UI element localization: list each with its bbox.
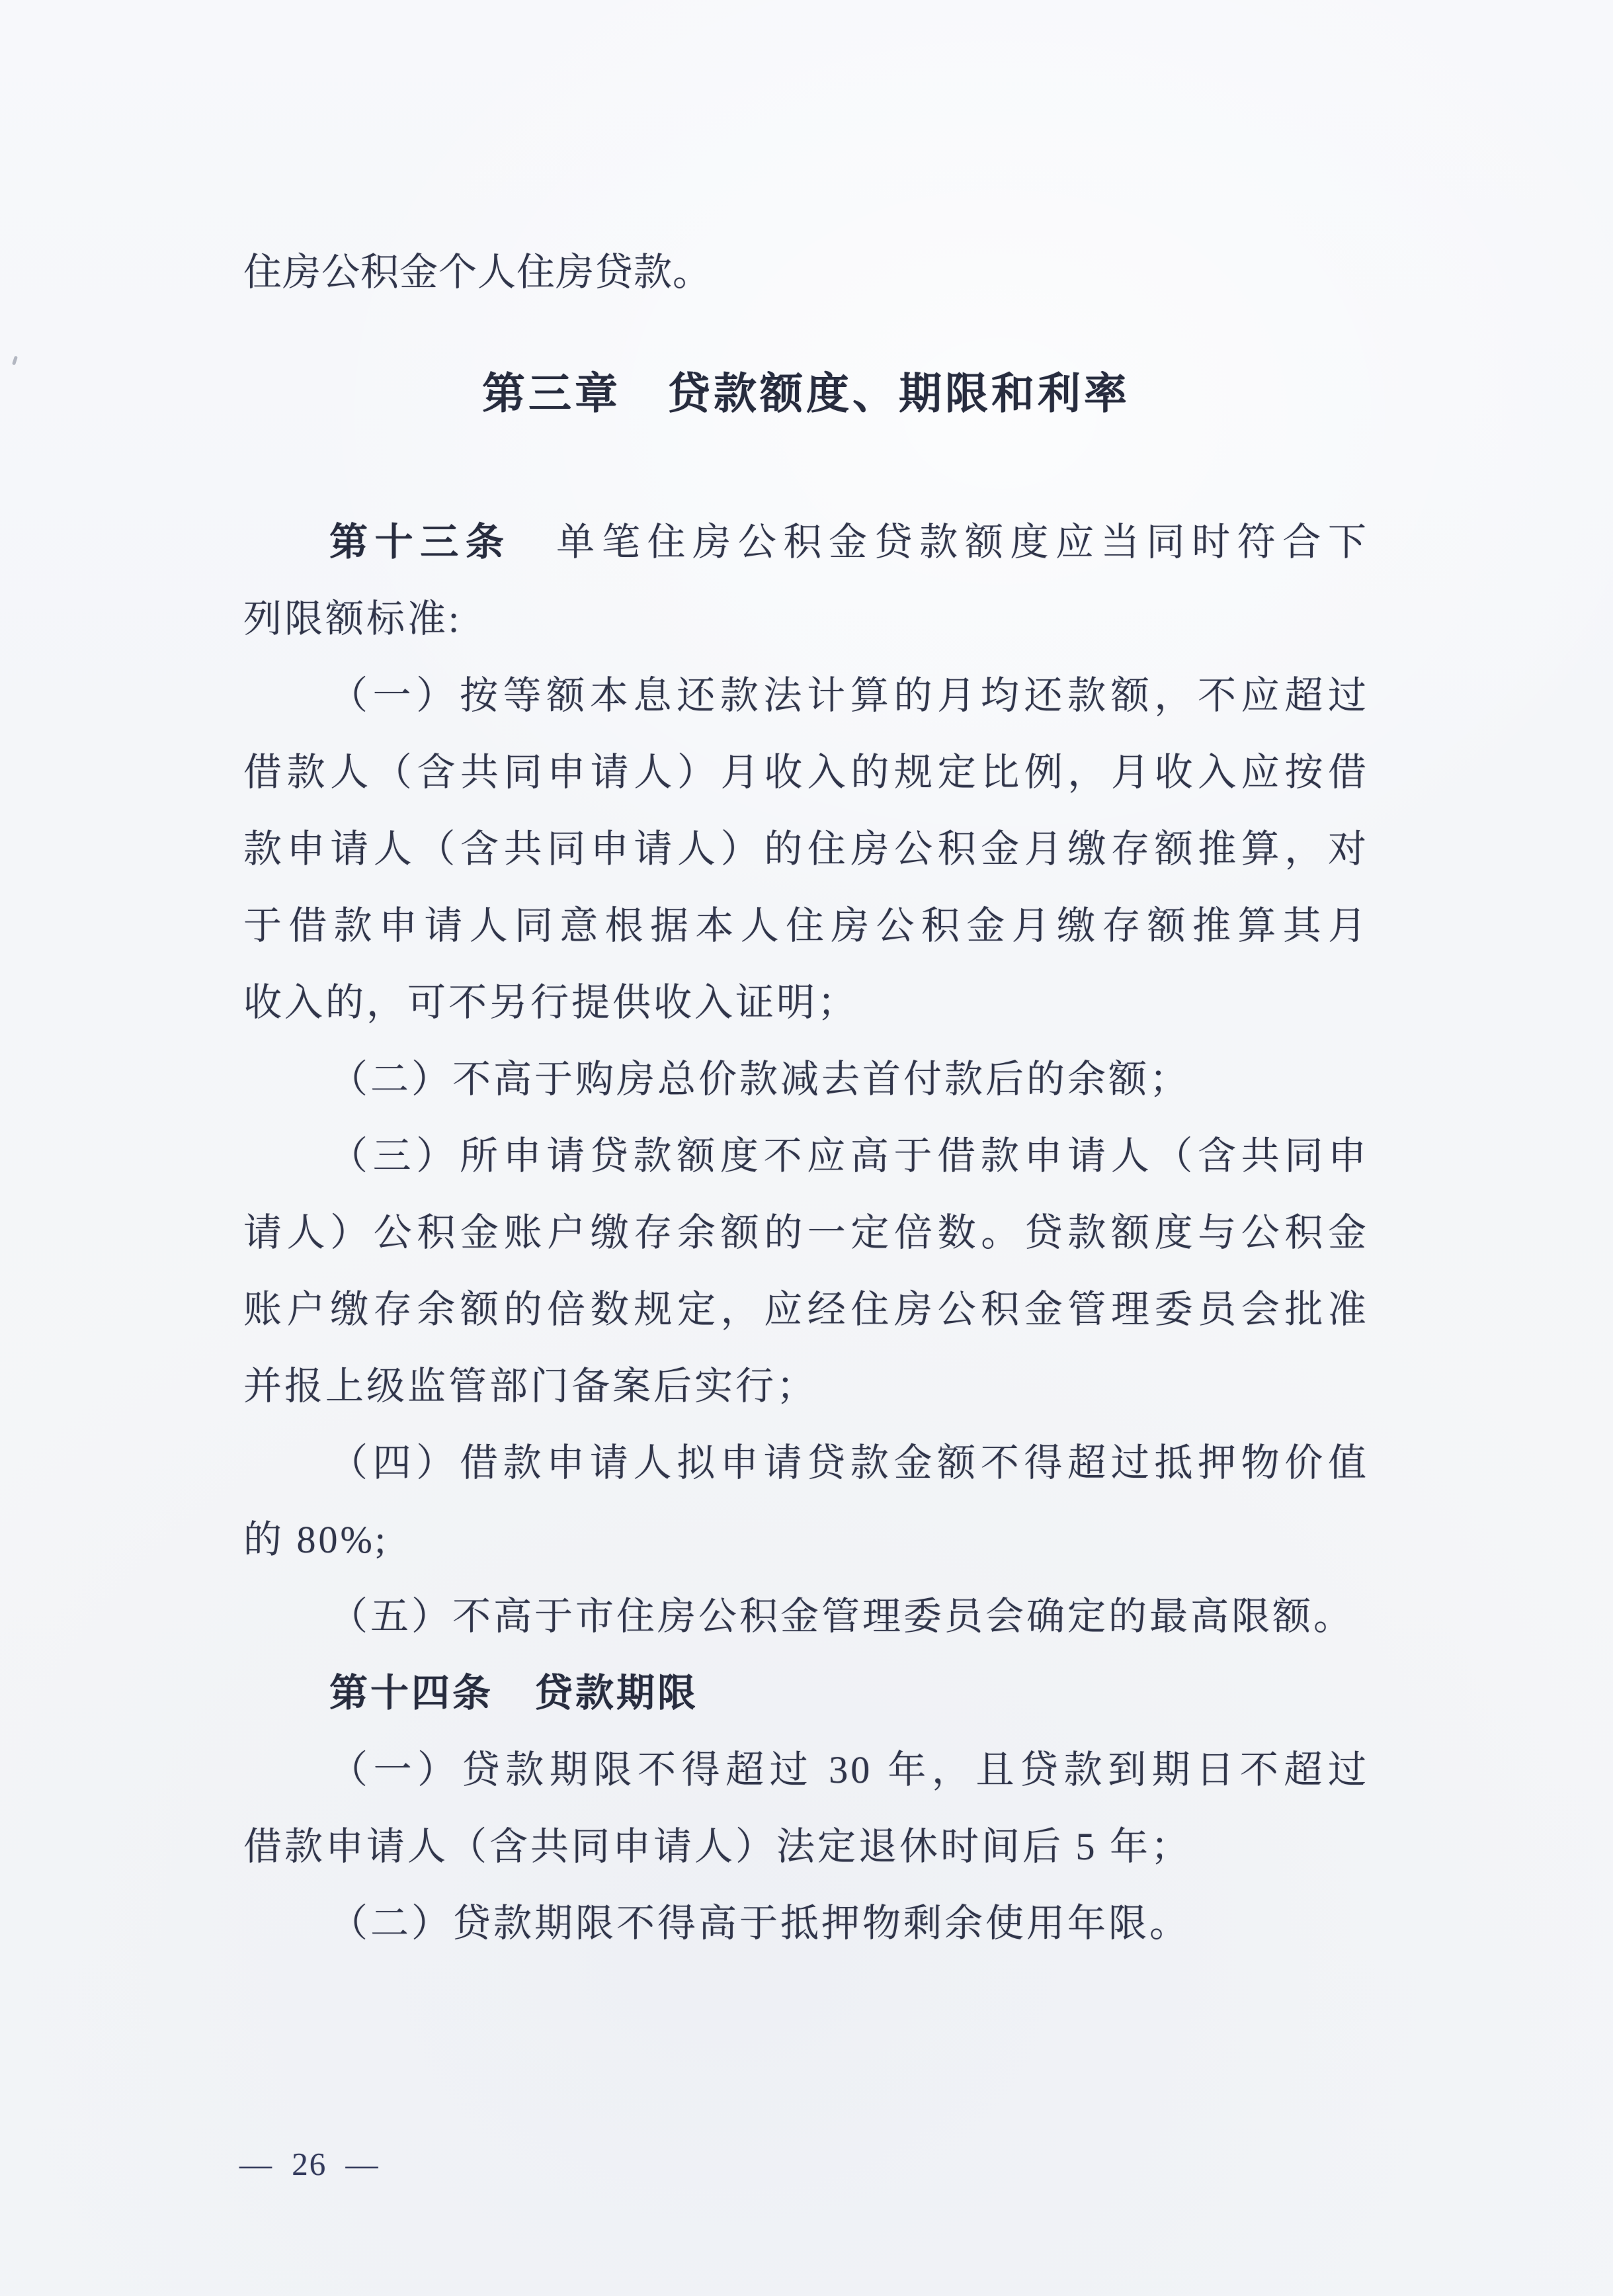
line-text: 贷款期限 bbox=[493, 1672, 699, 1715]
line-text: （一）按等额本息还款法计算的月均还款额，不应超过 bbox=[329, 674, 1369, 717]
line-text: （五）不高于市住房公积金管理委员会确定的最高限额。 bbox=[329, 1595, 1355, 1638]
body-line-item-1 bbox=[243, 658, 1369, 734]
body-line-item-2 bbox=[243, 1885, 1369, 1962]
article-13-number: 第十三条 bbox=[329, 521, 511, 564]
body-line-item-2 bbox=[243, 1041, 1369, 1118]
body-line bbox=[243, 734, 1369, 811]
article-14-number: 第十四条 bbox=[329, 1672, 494, 1715]
line-text: 于借款申请人同意根据本人住房公积金月缴存额推算其月 bbox=[243, 904, 1369, 947]
line-text: 借款人（含共同申请人）月收入的规定比例，月收入应按借 bbox=[243, 751, 1369, 794]
line-text: 列限额标准: bbox=[243, 597, 462, 640]
line-text: 单笔住房公积金贷款额度应当同时符合下 bbox=[511, 521, 1369, 564]
line-text: 借款申请人（含共同申请人）法定退休时间后 5 年； bbox=[243, 1825, 1192, 1868]
line-text: （四）借款申请人拟申请贷款金额不得超过抵押物价值 bbox=[329, 1441, 1369, 1484]
body-line bbox=[243, 1348, 1369, 1425]
line-text: 的 80%; bbox=[243, 1518, 388, 1561]
body-line-article-14 bbox=[243, 1655, 1369, 1732]
line-text: （二）不高于购房总价款减去首付款后的余额； bbox=[329, 1058, 1191, 1101]
body-line-item-1 bbox=[243, 1732, 1369, 1808]
body-line bbox=[243, 888, 1369, 964]
body-line bbox=[243, 1808, 1369, 1885]
line-text: （二）贷款期限不得高于抵押物剩余使用年限。 bbox=[329, 1902, 1191, 1945]
line-text: 收入的，可不另行提供收入证明； bbox=[243, 981, 859, 1024]
chapter-heading: 第三章 贷款额度、期限和利率 bbox=[481, 369, 1130, 417]
page-number: — 26 — bbox=[239, 2146, 380, 2182]
line-text: 款申请人（含共同申请人）的住房公积金月缴存额推算，对 bbox=[243, 828, 1369, 871]
body-line bbox=[243, 964, 1369, 1041]
body-line bbox=[243, 1271, 1369, 1348]
body-line-item-3 bbox=[243, 1118, 1369, 1195]
document-body bbox=[243, 504, 1369, 1962]
line-text: 账户缴存余额的倍数规定，应经住房公积金管理委员会批准 bbox=[243, 1288, 1369, 1331]
body-line-article-13 bbox=[243, 504, 1369, 581]
intro-paragraph: 住房公积金个人住房贷款。 bbox=[243, 251, 712, 294]
body-line-item-4 bbox=[243, 1425, 1369, 1502]
body-line bbox=[243, 1195, 1369, 1271]
line-text: 请人）公积金账户缴存余额的一定倍数。贷款额度与公积金 bbox=[243, 1211, 1369, 1254]
scan-speck bbox=[12, 356, 18, 366]
body-line bbox=[243, 811, 1369, 888]
body-line-item-5 bbox=[243, 1578, 1369, 1655]
body-line bbox=[243, 581, 1369, 658]
line-text: （三）所申请贷款额度不应高于借款申请人（含共同申 bbox=[329, 1134, 1369, 1177]
line-text: 并报上级监管部门备案后实行； bbox=[243, 1365, 818, 1408]
line-text: （一）贷款期限不得超过 30 年，且贷款到期日不超过 bbox=[329, 1748, 1369, 1791]
body-line bbox=[243, 1502, 1369, 1578]
